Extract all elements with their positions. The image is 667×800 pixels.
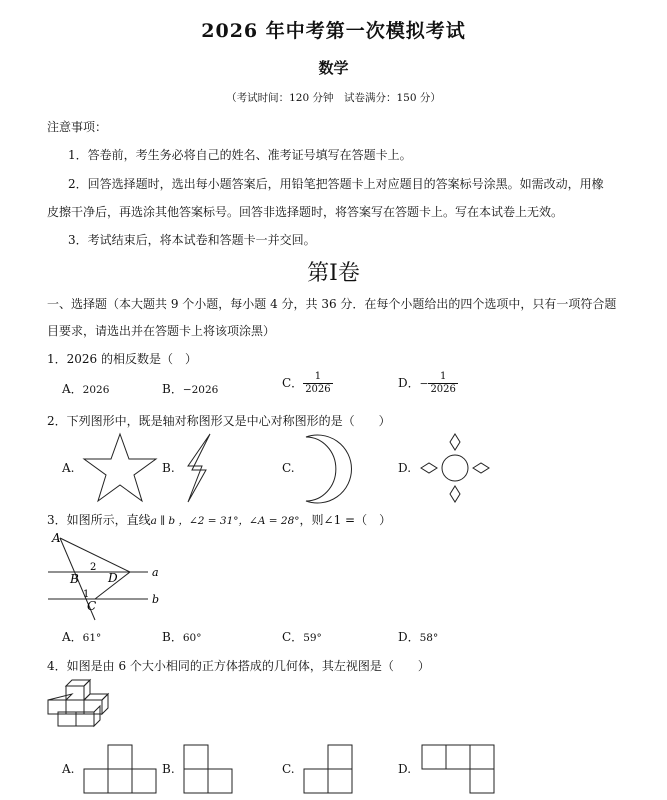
note-item: 2．回答选择题时，选出每小题答案后，用铅笔把答题卡上对应题目的答案标号涂黑。如需改动，用橡 xyxy=(68,177,604,191)
section-title: 第Ⅰ卷 xyxy=(307,261,360,286)
option-value: −2026 xyxy=(182,384,219,396)
q3-option-d[interactable]: D．58° xyxy=(398,630,439,644)
q1-option-a[interactable] xyxy=(62,380,109,397)
option-label: D． xyxy=(398,376,420,390)
exam-title: 2026 年中考第一次模拟考试 xyxy=(201,20,466,42)
q3-option-b[interactable]: B．60° xyxy=(162,630,202,644)
option-label: A． xyxy=(62,382,83,396)
q3-option-a[interactable]: A．61° xyxy=(62,630,102,644)
q2-label-d[interactable]: D. xyxy=(398,461,412,475)
q3-figure xyxy=(40,530,170,622)
view-option-b xyxy=(182,742,242,794)
q4-cube-figure xyxy=(46,678,126,728)
line-label: a xyxy=(152,566,159,579)
q1-option-d[interactable]: D．− $\frac{1}{2026}$ xyxy=(398,371,456,395)
line-label: b xyxy=(152,593,160,606)
section-intro: 目要求，请选出并在答题卡上将该项涂黑） xyxy=(47,324,276,338)
exam-meta: （考试时间：120 分钟 试卷满分：150 分） xyxy=(226,92,441,104)
q4-label-c[interactable]: C. xyxy=(282,762,295,776)
q4-label-a[interactable]: A. xyxy=(62,762,75,776)
q3-option-c[interactable]: C．59° xyxy=(282,630,322,644)
note-item: 3．考试结束后，将本试卷和答题卡一并交回。 xyxy=(68,233,316,247)
q4-stem: 4．如图是由 6 个大小相同的正方体搭成的几何体，其左视图是（ ） xyxy=(47,659,430,673)
option-value: 2026 xyxy=(82,384,110,396)
section-intro: 一、选择题（本大题共 9 个小题，每小题 4 分，共 36 分．在每个小题给出的四个选项中，只有一项符合题 xyxy=(47,297,617,311)
option-label: C． xyxy=(282,376,304,390)
notes-heading: 注意事项： xyxy=(47,120,108,134)
angle-label: 2 xyxy=(90,562,97,573)
note-item: 皮擦干净后，再选涂其他答案标号。回答非选择题时，将答案写在答题卡上。写在本试卷上无效。 xyxy=(47,205,564,219)
fraction: $\frac{1}{2026}$ xyxy=(430,371,456,395)
subject-title: 数学 xyxy=(318,59,349,77)
q2-label-b[interactable]: B. xyxy=(162,461,175,475)
view-option-d xyxy=(420,742,500,794)
point-label: D xyxy=(108,571,118,585)
fraction: $\frac{1}{2026}$ xyxy=(305,371,331,395)
lightning-shape xyxy=(180,432,220,504)
q2-label-c[interactable]: C. xyxy=(282,461,295,475)
q3-stem: 3．如图所示，直线a ∥ b ，∠2 = 31°，∠A = 28°，则∠1 =（ ） xyxy=(47,513,392,527)
point-label: C xyxy=(87,599,97,613)
point-label: A xyxy=(52,531,61,545)
view-option-c xyxy=(302,742,362,794)
q4-label-b[interactable]: B. xyxy=(162,762,175,776)
note-item: 1．答卷前，考生务必将自己的姓名、准考证号填写在答题卡上。 xyxy=(68,148,412,162)
q3-condition: a ∥ b ，∠2 = 31°，∠A = 28° xyxy=(150,515,300,527)
option-label: B． xyxy=(162,382,183,396)
q1-stem: 1．2026 的相反数是（ ） xyxy=(47,352,197,366)
sun-shape xyxy=(418,432,494,506)
q4-label-d[interactable]: D. xyxy=(398,762,412,776)
view-option-a xyxy=(82,742,162,794)
q2-label-a[interactable]: A. xyxy=(62,461,75,475)
star-shape xyxy=(80,432,160,504)
q1-option-b[interactable] xyxy=(162,380,218,397)
point-label: B xyxy=(70,572,79,586)
angle-label: 1 xyxy=(83,589,90,600)
q1-option-c[interactable] xyxy=(282,371,333,396)
crescent-shape xyxy=(298,432,370,506)
q2-stem: 2．下列图形中，既是轴对称图形又是中心对称图形的是（ ） xyxy=(47,414,391,428)
